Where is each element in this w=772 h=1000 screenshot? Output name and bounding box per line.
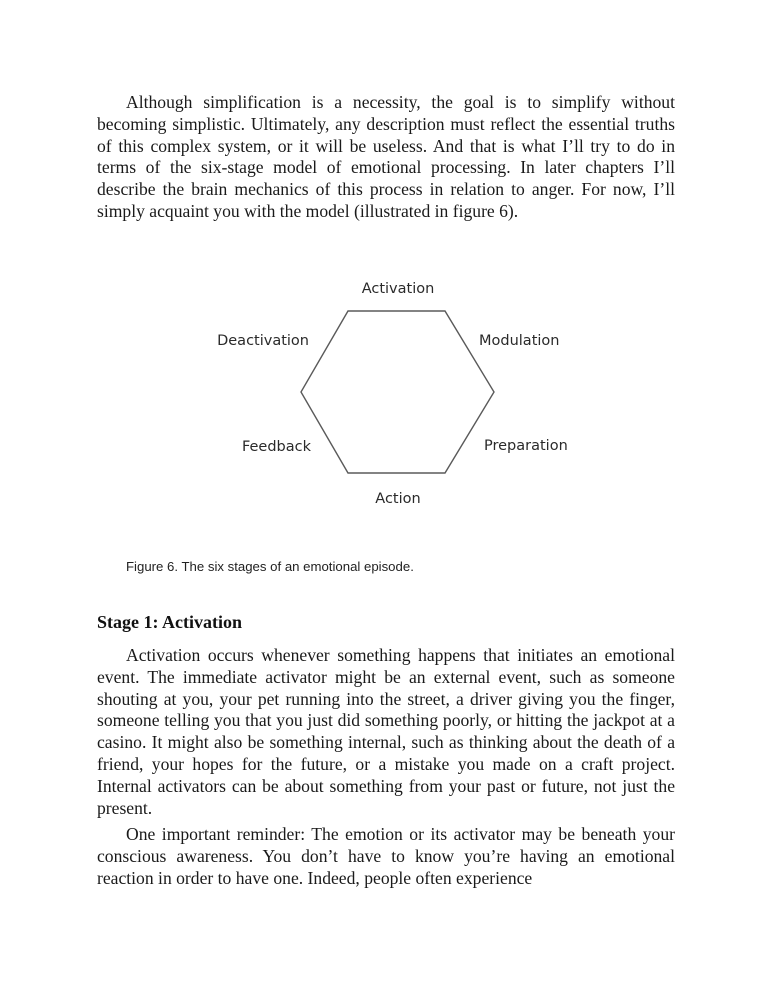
activation-paragraph: Activation occurs whenever something happens that initiates an emotional event. The immediate activator might be an external event, such as someone shouting at you, your pet running into the street, a driver giving you the finger, someone telling you that you just did something poorly, or hitting the jackpot at a casino. It might also be something internal, such as thinking about the death of a friend, your hopes for the future, or a mistake you made on a craft project. Internal activators can be about something from your past or future, not just the present. <box>97 645 675 818</box>
hexagon-shape <box>301 311 494 473</box>
stage-label-deactivation: Deactivation <box>217 333 309 349</box>
six-stage-diagram <box>200 270 580 515</box>
figure-caption: Figure 6. The six stages of an emotional episode. <box>126 559 414 574</box>
intro-paragraph: Although simplification is a necessity, the goal is to simplify without becoming simplistic. Ultimately, any description must reflect the essential truths of this complex system, or it will be useless. And that is what I’ll try to do in terms of the six-stage model of emotional processing. In later chapters I’ll describe the brain mechanics of this process in relation to anger. For now, I’ll simply acquaint you with the model (illustrated in figure 6). <box>97 92 675 221</box>
stage-label-feedback: Feedback <box>241 439 311 455</box>
stage-label-action: Action <box>375 491 421 507</box>
hexagon-diagram-svg <box>200 270 580 515</box>
stage-label-activation: Activation <box>361 281 435 297</box>
stage-label-preparation: Preparation <box>484 438 568 454</box>
reminder-paragraph: One important reminder: The emotion or its activator may be beneath your conscious awareness. You don’t have to know you’re having an emotional reaction in order to have one. Indeed, people often experience <box>97 824 675 888</box>
stage-label-modulation: Modulation <box>479 333 560 349</box>
section-heading: Stage 1: Activation <box>97 612 242 632</box>
